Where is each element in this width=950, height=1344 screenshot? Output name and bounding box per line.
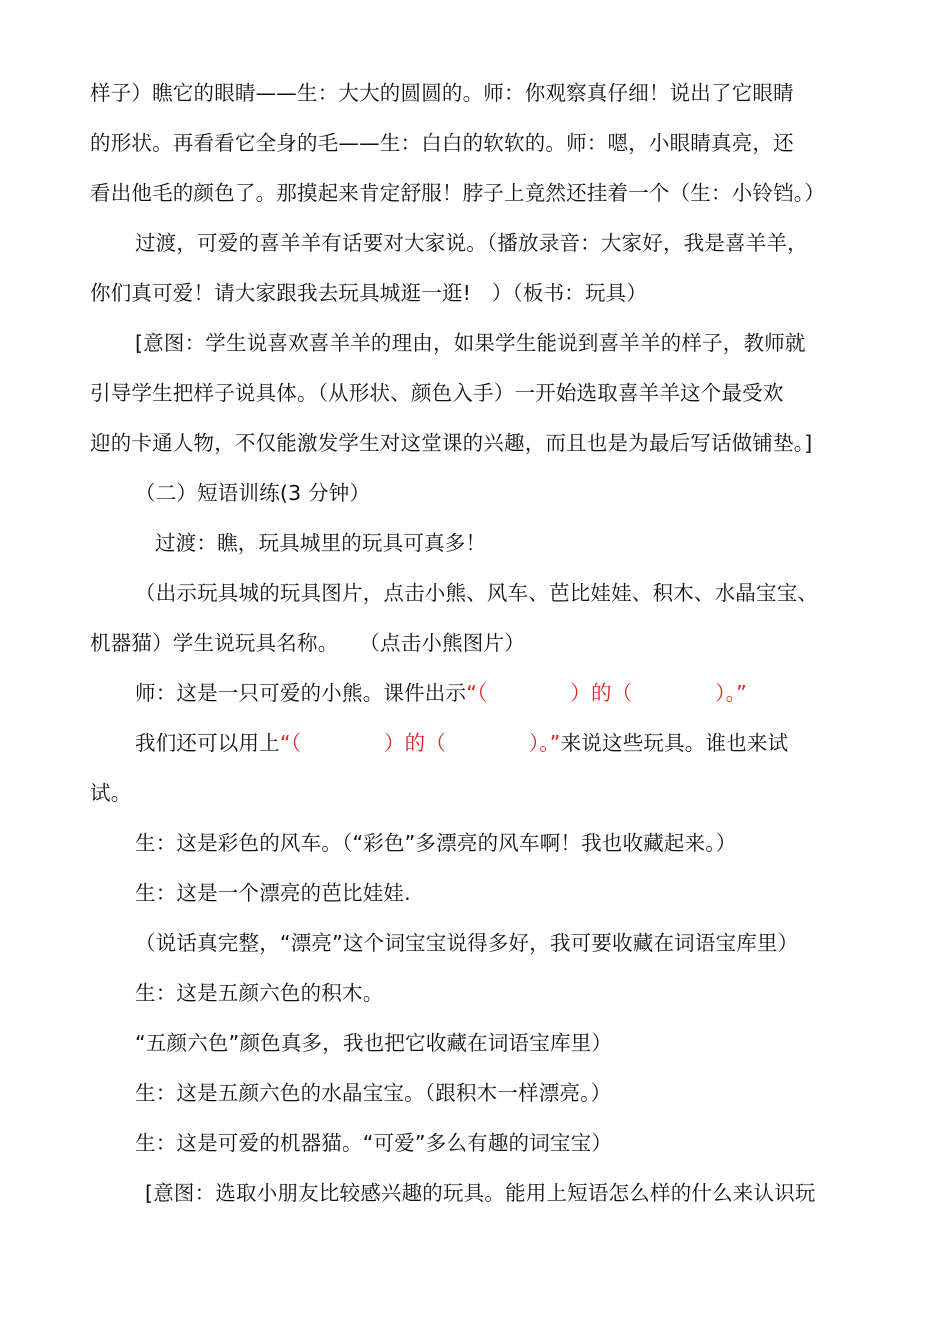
text-line: 引导学生把样子说具体。（从形状、颜色入手）一开始选取喜羊羊这个最受欢 — [90, 381, 784, 405]
text-line — [135, 678, 915, 708]
text-line: 生：这是一个漂亮的芭比娃娃. — [135, 881, 411, 905]
text-line: 你们真可爱！请大家跟我去玩具城逛一逛! ）（板书：玩具） — [90, 281, 648, 305]
text-line: 生：这是可爱的机器猫。“可爱”多么有趣的词宝宝） — [135, 1131, 613, 1155]
text-line: 试。 — [90, 781, 132, 805]
text-segment: 师：这是一只可爱的小熊。课件出示 — [135, 681, 467, 705]
text-line: 样子）瞧它的眼睛——生：大大的圆圆的。师：你观察真仔细！说出了它眼睛 — [90, 81, 794, 105]
text-line: 生：这是彩色的风车。（“彩色”多漂亮的风车啊！我也收藏起来。） — [135, 831, 737, 855]
text-line: 的形状。再看看它全身的毛——生：白白的软软的。师：嗯，小眼睛真亮，还 — [90, 131, 794, 155]
text-line: 过渡，可爱的喜羊羊有话要对大家说。（播放录音：大家好，我是喜羊羊， — [135, 231, 808, 255]
text-line: 过渡：瞧，玩具城里的玩具可真多！ — [155, 531, 487, 555]
text-line: （出示玩具城的玩具图片，点击小熊、风车、芭比娃娃、积木、水晶宝宝、 — [135, 581, 819, 605]
text-line — [135, 728, 915, 758]
text-line: （说话真完整，“漂亮”这个词宝宝说得多好，我可要收藏在词语宝库里） — [135, 931, 799, 955]
text-line: 看出他毛的颜色了。那摸起来肯定舒服！脖子上竟然还挂着一个（生：小铃铛。） — [90, 181, 825, 205]
section-heading: （二）短语训练(3 分钟） — [135, 481, 371, 505]
text-line: 生：这是五颜六色的水晶宝宝。（跟积木一样漂亮。） — [135, 1081, 612, 1105]
text-segment: 我们还可以用上 — [135, 731, 280, 755]
text-line: [意图：选取小朋友比较感兴趣的玩具。能用上短语怎么样的什么来认识玩 — [145, 1181, 816, 1205]
text-line: [意图：学生说喜欢喜羊羊的理由，如果学生能说到喜羊羊的样子，教师就 — [135, 331, 806, 355]
text-line: 生：这是五颜六色的积木。 — [135, 981, 384, 1005]
phrase-template: “（ ）的（ ）。” — [279, 731, 561, 755]
text-segment: 来说这些玩具。谁也来试 — [560, 731, 789, 755]
phrase-template: “（ ）的（ ）。” — [466, 681, 747, 705]
text-line: 迎的卡通人物，不仅能激发学生对这堂课的兴趣，而且也是为最后写话做铺垫。] — [90, 431, 813, 455]
text-line: “五颜六色”颜色真多，我也把它收藏在词语宝库里） — [135, 1031, 613, 1055]
text-line: 机器猫）学生说玩具名称。 （点击小熊图片） — [90, 631, 525, 655]
